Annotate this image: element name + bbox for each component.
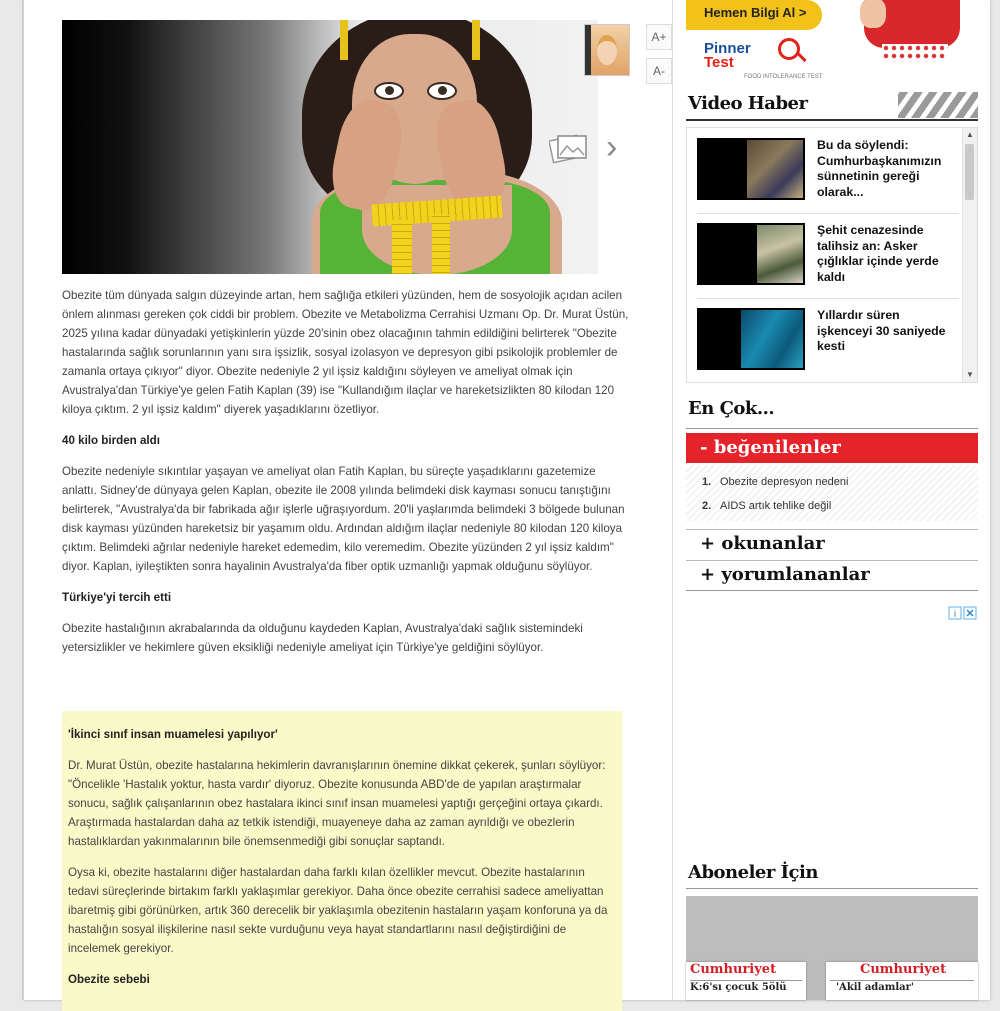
highlight-box-paragraph: Oysa ki, obezite hastalarını diğer hastalardan daha farklı kılan özellikler mevcut. Obezite hastalarının tedavi süreçlerinde birtakım farklı yaklaşımlar gerekiyor. Daha önce obezite cerrahisi sadece ameliyattan ibaretmiş gibi görünürken, artık 360 derecelik bir yaklaşımla obezitenin hastaların yaşam konforuna ya da hastalığın sosyal ilişkilerine nasıl sekte vurduğunu veya hayat standartlarını nasıl değiştirdiğini de incelemek gerekiyor. — [68, 866, 608, 955]
newspaper-cover[interactable] — [826, 962, 978, 1000]
hero-measuring-tape-end-left — [392, 220, 412, 274]
subscribers-section-rule — [686, 888, 978, 889]
tab-most-commented[interactable]: + yorumlananlar — [686, 560, 978, 588]
video-list-scrollbar[interactable] — [962, 128, 977, 382]
author-avatar-strip — [585, 25, 591, 75]
video-thumbnail[interactable] — [697, 223, 805, 285]
video-thumbnail[interactable] — [697, 308, 805, 370]
gallery-icon[interactable] — [549, 130, 589, 164]
highlight-box-subheading: Obezite sebebi — [68, 973, 150, 986]
scrollbar-thumb[interactable] — [965, 144, 974, 200]
font-decrease-button[interactable]: A- — [646, 58, 672, 84]
article-paragraph: Obezite tüm dünyada salgın düzeyinde artan, hem sağlığa etkileri yüzünden, hem de sosyolojik açıdan acilen önlem alınması gereken çok ciddi bir problem. Obezite ve Metabolizma Cerrahisi Uzmanı Op. Dr. Murat Üstün, 2025 yılına kadar dünyadaki yetişkinlerin yüzde 20'sinin obez olacağının tahmin edildiğini belirterek "Obezite hastalarında sağlık sorunlarının yanı sıra işsizlik, sosyal izolasyon ve depresyon gibi psikolojik problemler de zamanla ortaya çıkıyor" diyor. Obezite nedeniyle 2 yıl işsiz kaldığını söyleyen ve ameliyat olmak için Avustralya'dan Türkiye'ye gelen Fatih Kaplan (39) ise "Kullandığım ilaçlar ve hareketsizlikten 80 kilodan 120 kiloya çıktım. 2 yıl işsiz kaldım" diyerek yaşadıklarını özetliyor. — [62, 289, 629, 416]
adchoices-icon[interactable] — [948, 606, 978, 620]
scroll-down-icon[interactable]: ▼ — [966, 370, 974, 379]
page — [24, 0, 990, 1000]
font-increase-button[interactable]: A+ — [646, 24, 672, 50]
highlight-box-paragraph: Dr. Murat Üstün, obezite hastalarına hekimlerin davranışlarının önemine dikkat çekerek, şunları söylüyor: "Öncelikle 'Hastalık yoktur, hasta vardır' diyoruz. Obezite konusunda ABD'de de yapılan araştırmalar sonucu, sağlık çalışanlarının obez hastalara ikinci sınıf insan muamelesi yaptığı gerçeğini ortaya çıkardı. Araştırmada hastalardan daha az tetkik istendiği, muayeneye daha az zaman ayrıldığı ve obezlerin hastalıklardan yakınmalarının bile önemsenmediği gibi sonuçlar saptandı. — [68, 759, 606, 848]
hero-headband-left — [340, 20, 348, 60]
newspaper-headline: K:6'sı çocuk 5ölü — [690, 982, 787, 993]
list-item-number: 1. — [702, 476, 712, 488]
ad-brand-bottom: Test — [704, 54, 734, 71]
ad-banner[interactable] — [686, 0, 980, 80]
article-body — [62, 286, 632, 669]
ad-brand-top: Pinner — [704, 40, 751, 57]
ad-image — [864, 0, 960, 62]
video-title[interactable]: Bu da söylendi: Cumhurbaşkanımızın sünnetinin gereği olarak... — [817, 138, 942, 199]
video-list[interactable] — [686, 127, 978, 383]
ad-image-pattern — [882, 44, 948, 62]
video-section-rule — [686, 119, 978, 121]
highlight-box-title: 'İkinci sınıf insan muamelesi yapılıyor' — [68, 728, 278, 741]
hero-eye-left — [374, 82, 404, 100]
sidebar — [686, 0, 980, 1000]
video-title[interactable]: Şehit cenazesinde talihsiz an: Asker çığlıklar içinde yerde kaldı — [817, 223, 939, 284]
ad-image-arm — [860, 0, 886, 28]
video-divider — [697, 298, 959, 299]
newspaper-masthead: Cumhuriyet — [690, 962, 777, 977]
author-avatar-face — [597, 35, 617, 65]
newspaper-headline: 'Akil adamlar' — [836, 982, 914, 993]
newspaper-rule — [830, 980, 974, 981]
video-title[interactable]: Yıllardır süren işkenceyi 30 saniyede kesti — [817, 308, 946, 353]
list-item-link[interactable]: AIDS artık tehlike değil — [720, 500, 832, 512]
hero-eye-right — [427, 82, 457, 100]
most-liked-list — [686, 465, 978, 521]
list-item[interactable] — [702, 476, 848, 488]
article-paragraph: Obezite hastalığının akrabalarında da olduğunu kaydeden Kaplan, Avustralya'daki sağlık sistemindeki yetersizlikler ve hekimlere güven eksikliği nedeniyle ameliyat için Türkiye'ye geldiğini söylüyor. — [62, 622, 583, 654]
ad-brand-logo — [704, 40, 823, 80]
newspaper-cover[interactable] — [686, 962, 806, 1000]
magnifier-icon — [778, 38, 800, 60]
video-thumbnail-image — [747, 140, 803, 198]
article-hero-image[interactable] — [62, 20, 598, 274]
video-thumbnail-image — [741, 310, 803, 368]
list-item-link[interactable]: Obezite depresyon nedeni — [720, 476, 849, 488]
video-thumbnail[interactable] — [697, 138, 805, 200]
subscribers-section-title: Aboneler İçin — [688, 862, 818, 883]
ad-tagline: FOOD INTOLERANCE TEST — [744, 74, 823, 80]
ad-cta-button[interactable]: Hemen Bilgi Al > — [686, 0, 822, 30]
scroll-up-icon[interactable]: ▲ — [966, 130, 974, 139]
svg-text:i: i — [953, 609, 957, 620]
video-thumbnail-image — [757, 225, 803, 283]
section-stripes-decoration — [898, 92, 978, 118]
author-avatar[interactable] — [584, 24, 630, 76]
newspaper-rule — [690, 980, 802, 981]
newspaper-masthead: Cumhuriyet — [860, 962, 947, 977]
video-item[interactable] — [697, 308, 959, 374]
most-section-rule — [686, 428, 978, 429]
video-item[interactable] — [697, 223, 959, 289]
hero-measuring-tape-end-right — [432, 215, 450, 274]
tab-most-read[interactable]: + okunanlar — [686, 529, 978, 557]
article-column — [24, 0, 673, 1000]
video-section-title: Video Haber — [688, 93, 808, 114]
article-subheading: Türkiye'yi tercih etti — [62, 591, 172, 604]
tab-most-liked[interactable]: - beğenilenler — [686, 433, 978, 463]
chevron-right-icon[interactable]: › — [606, 128, 618, 166]
video-divider — [697, 213, 959, 214]
article-subheading: 40 kilo birden aldı — [62, 434, 160, 447]
list-item[interactable] — [702, 500, 831, 512]
video-item[interactable] — [697, 138, 959, 204]
hero-headband-right — [472, 20, 480, 60]
article-paragraph: Obezite nedeniyle sıkıntılar yaşayan ve ameliyat olan Fatih Kaplan, bu süreçte yaşadıklarını gazetemize anlattı. Sidney'de dünyaya gelen Kaplan, obezite ile 2008 yılında belimdeki disk kayması sonucu tanıştığını belirterek, "Avustralya'da bir fabrikada ağır işlerle uğraşıyordum. 20'li yaşlarımda belimdeki 3 bölgede bulunan disk kayması yüzünden hareketsiz bir yaşamım oldu. Ardından aldığım ilaçlar nedeniyle 80 kilodan 120 kiloya çıktım. Belimdeki ağrılar nedeniyle hareket edemedim, kilo veremedim. Obezite yüzünden 2 yıl işsiz kaldım" diyor. Kaplan, iyileştikten sonra hayalinin Avustralya'da fiber optik uzmanlığı yapmak olduğunu söylüyor. — [62, 465, 625, 573]
most-bottom-rule — [686, 590, 978, 591]
most-section-title: En Çok... — [688, 398, 775, 419]
list-item-number: 2. — [702, 500, 712, 512]
highlight-box — [62, 711, 622, 1011]
